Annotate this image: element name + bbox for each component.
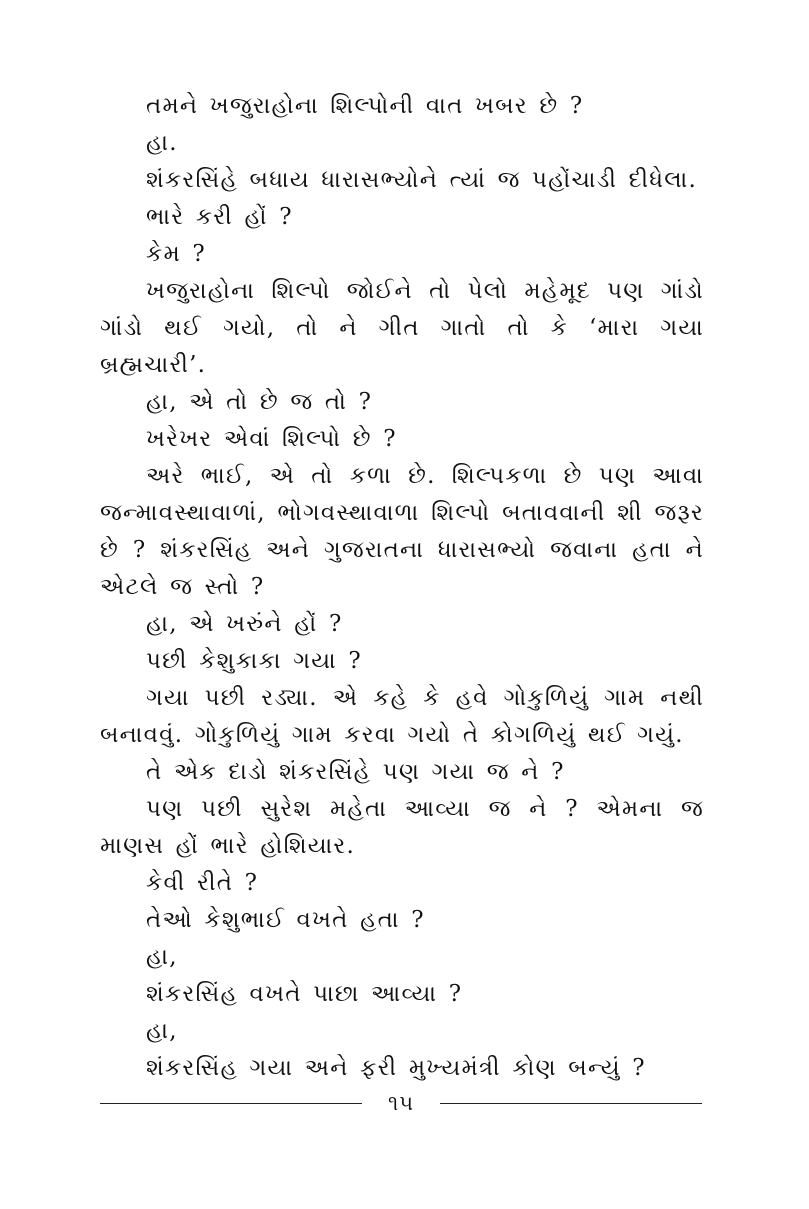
paragraph-3: શંકરસિંહે બધાય ધારાસભ્યોને ત્યાં જ પહોંચાડી દીધેલા.	[146, 167, 697, 193]
paragraph-13: તે એક દાડો શંકરસિંહે પણ ગયા જ ને ?	[146, 759, 565, 785]
paragraph-5: કેમ ?	[146, 241, 206, 267]
paragraph-6: ખજુરાહોના શિલ્પો જોઈને તો પેલો મહેમૂદ પણ ગાંડો ગાંડો થઈ ગયો, તો ને ગીત ગાતો તો કે ‘મારા ગયા બ્રહ્મચારી’.	[100, 278, 704, 378]
paragraph-10: હા, એ ખરુંને હોં ?	[146, 611, 343, 637]
paragraph-4: ભારે કરી હોં ?	[146, 204, 293, 230]
paragraph-11: પછી કેશુકાકા ગયા ?	[146, 648, 362, 674]
paragraph-9: અરે ભાઈ, એ તો કળા છે. શિલ્પકળા છે પણ આવા જન્માવસ્થાવાળાં, ભોગવસ્થાવાળા શિલ્પો બતાવવાની શી જરૂર છે ? શંકરસિંહ અને ગુજરાતના ધારાસભ્યો જવાના હતા ને એટલે જ સ્તો ?	[100, 463, 704, 600]
paragraph-19: હા,	[146, 1018, 178, 1044]
paragraph-16: તેઓ કેશુભાઈ વખતે હતા ?	[146, 907, 425, 933]
paragraph-17: હા,	[146, 944, 178, 970]
paragraph-20: શંકરસિંહ ગયા અને ફરી મુખ્યમંત્રી કોણ બન્યું ?	[146, 1055, 646, 1081]
footer-rule-left	[100, 1103, 362, 1104]
page-number: ૧૫	[387, 1091, 415, 1115]
paragraph-8: ખરેખર એવાં શિલ્પો છે ?	[146, 426, 397, 452]
paragraph-15: કેવી રીતે ?	[146, 870, 259, 896]
page-footer	[100, 1088, 704, 1118]
paragraph-1: તમને ખજુરાહોના શિલ્પોની વાત ખબર છે ?	[146, 93, 584, 119]
paragraph-14: પણ પછી સુરેશ મહેતા આવ્યા જ ને ? એમના જ માણસ હોં ભારે હોશિયાર.	[100, 796, 704, 859]
paragraph-12: ગયા પછી રડ્યા. એ કહે કે હવે ગોકુળિયું ગામ નથી બનાવવું. ગોકુળિયું ગામ કરવા ગયો તે કોગળિયું થઈ ગયું.	[100, 685, 704, 748]
paragraph-7: હા, એ તો છે જ તો ?	[146, 389, 373, 415]
footer-rule-right	[440, 1103, 702, 1104]
paragraph-2: હા.	[146, 130, 178, 156]
body-text	[100, 88, 704, 1087]
paragraph-18: શંકરસિંહ વખતે પાછા આવ્યા ?	[146, 981, 463, 1007]
